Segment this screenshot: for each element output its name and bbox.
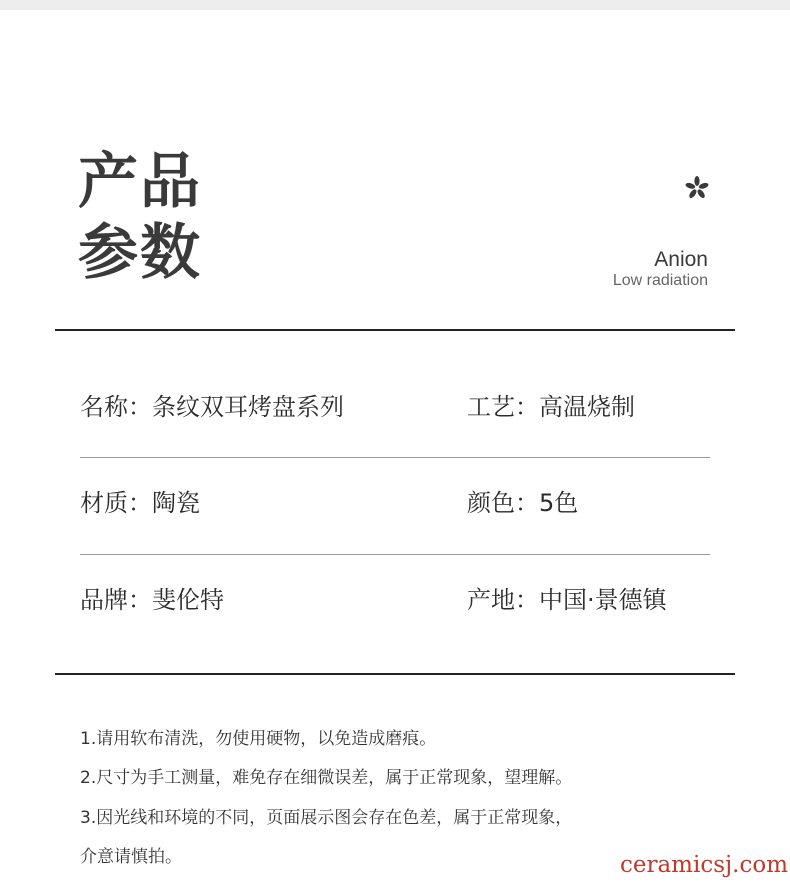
note-2: 2.尺寸为手工测量，难免存在细微误差，属于正常现象，望理解。 <box>80 768 573 788</box>
note-3: 3.因光线和环境的不同，页面展示图会存在色差，属于正常现象， <box>80 808 573 828</box>
note-1: 1.请用软布清洗，勿使用硬物，以免造成磨痕。 <box>80 729 437 749</box>
divider-bottom <box>55 673 735 675</box>
spec-color: 颜色：5色 <box>467 489 579 517</box>
flower-icon <box>684 175 710 201</box>
divider-row-2 <box>80 554 710 555</box>
title-line-1: 产品 <box>78 147 202 217</box>
subtitle-main: Anion <box>654 248 708 271</box>
subtitle-sub: Low radiation <box>612 272 708 289</box>
spec-material: 材质：陶瓷 <box>80 489 200 517</box>
spec-brand: 品牌：斐伦特 <box>80 586 224 614</box>
note-3-continued: 介意请慎拍。 <box>80 847 182 867</box>
divider-row-1 <box>80 457 710 458</box>
divider-top <box>55 329 735 331</box>
spec-origin: 产地：中国·景德镇 <box>467 586 667 614</box>
spec-craft: 工艺：高温烧制 <box>467 393 635 421</box>
top-bar <box>0 0 790 10</box>
title-line-2: 参数 <box>78 218 202 288</box>
watermark: ceramicsj.com <box>619 852 788 878</box>
spec-name: 名称：条纹双耳烤盘系列 <box>80 393 344 421</box>
